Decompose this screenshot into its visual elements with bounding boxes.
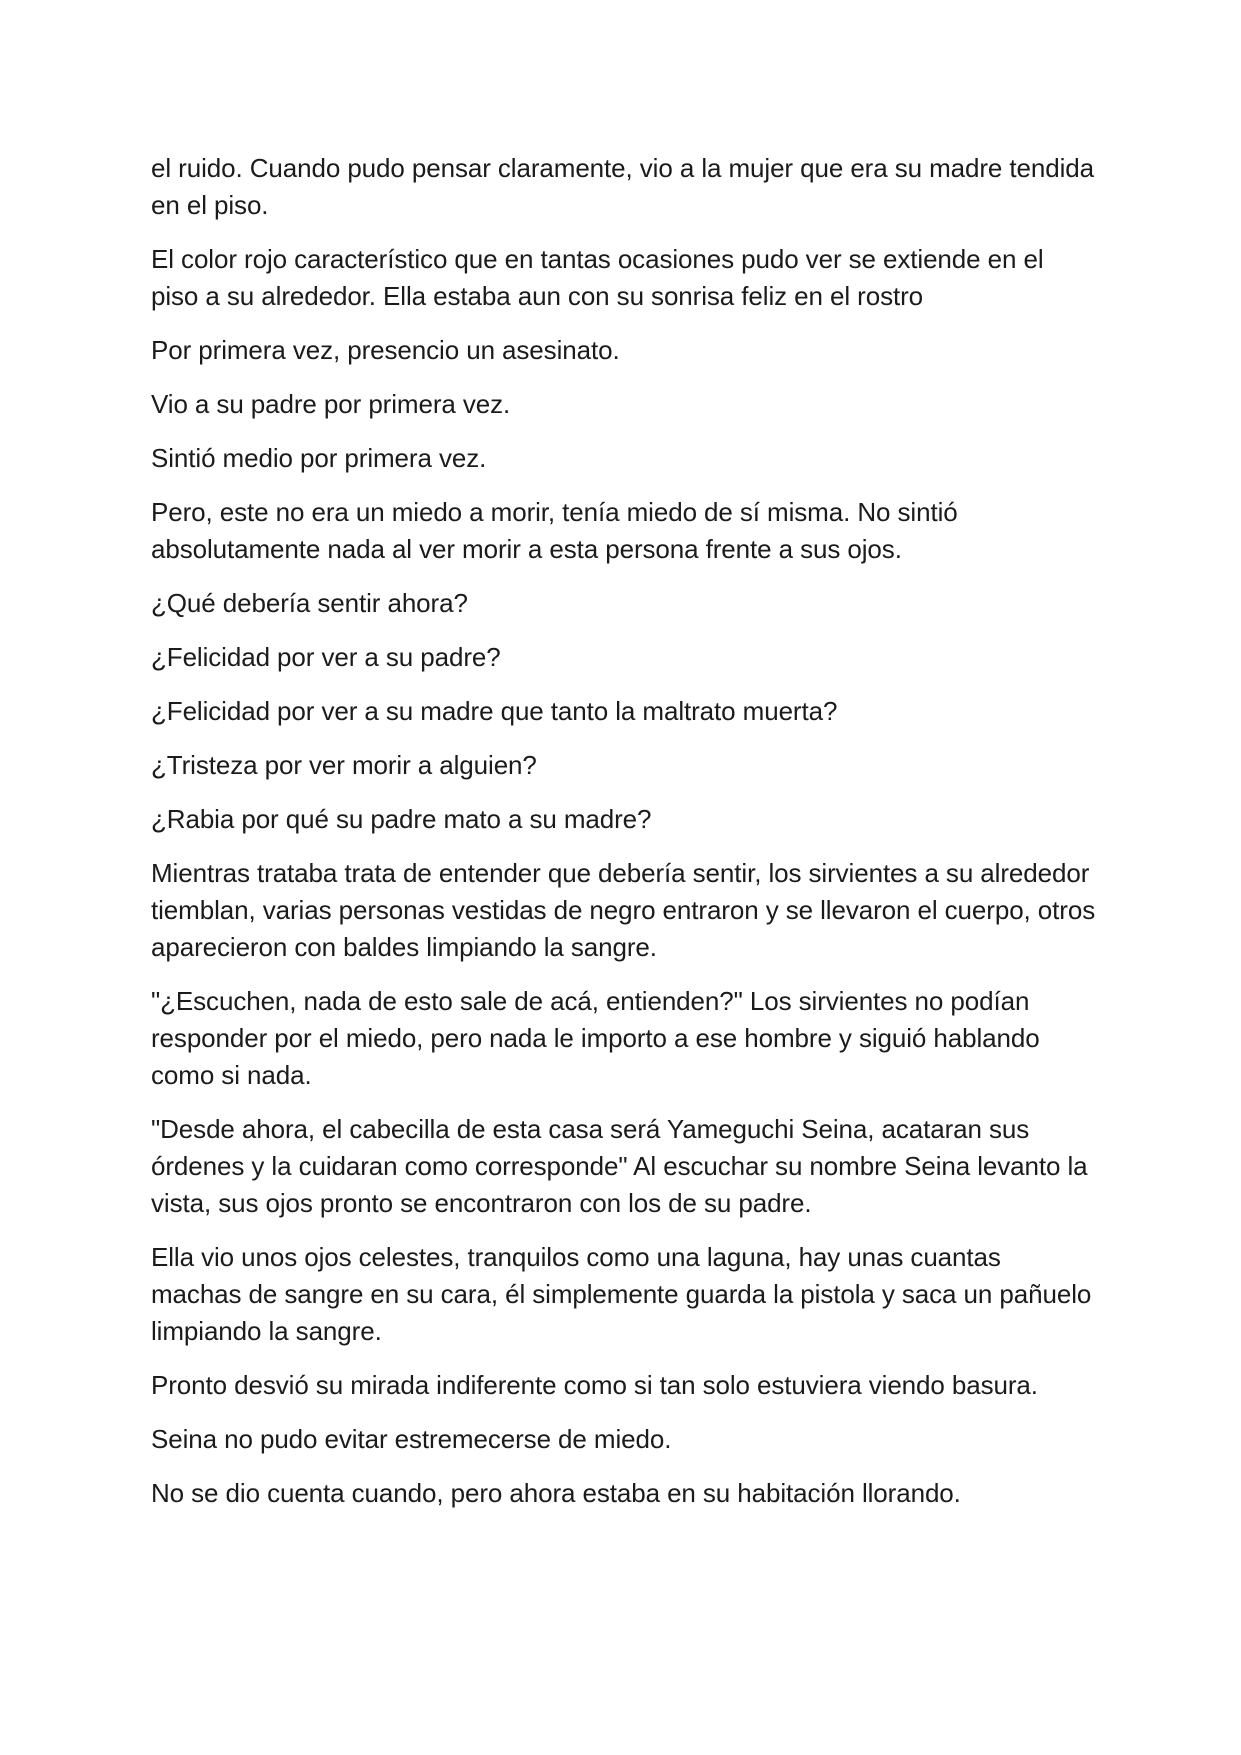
paragraph: Seina no pudo evitar estremecerse de miedo. [151,1424,672,1454]
paragraph: ¿Felicidad por ver a su padre? [151,642,501,672]
paragraph: Ella vio unos ojos celestes, tranquilos como una laguna, hay unas cuantas machas de sangre en su cara, él simplemente guarda la pistola y saca un pañuelo limpiando la sangre. [151,1242,1092,1346]
paragraph: Mientras trataba trata de entender que debería sentir, los sirvientes a su alrededor tiemblan, varias personas vestidas de negro entraron y se llevaron el cuerpo, otros aparecieron con baldes limpiando la sangre. [151,858,1096,962]
paragraph: El color rojo característico que en tantas ocasiones pudo ver se extiende en el piso a su alrededor. Ella estaba aun con su sonrisa feliz en el rostro [151,244,1044,311]
paragraph: Pronto desvió su mirada indiferente como si tan solo estuviera viendo basura. [151,1370,1038,1400]
paragraph: Pero, este no era un miedo a morir, tenía miedo de sí misma. No sintió absolutamente nada al ver morir a esta persona frente a sus ojos. [151,497,958,564]
paragraph: Vio a su padre por primera vez. [151,389,511,419]
paragraph: ¿Felicidad por ver a su madre que tanto la maltrato muerta? [151,696,838,726]
paragraph: Sintió medio por primera vez. [151,443,487,473]
document-body [151,150,1096,1529]
paragraph: "Desde ahora, el cabecilla de esta casa será Yameguchi Seina, acataran sus órdenes y la cuidaran como corresponde" Al escuchar su nombre Seina levanto la vista, sus ojos pronto se encontraron con los de su padre. [151,1114,1088,1218]
paragraph: ¿Qué debería sentir ahora? [151,588,468,618]
paragraph: No se dio cuenta cuando, pero ahora estaba en su habitación llorando. [151,1478,961,1508]
paragraph: ¿Rabia por qué su padre mato a su madre? [151,804,652,834]
paragraph: el ruido. Cuando pudo pensar claramente, vio a la mujer que era su madre tendida en el piso. [151,153,1095,220]
paragraph: "¿Escuchen, nada de esto sale de acá, entienden?" Los sirvientes no podían responder por el miedo, pero nada le importo a ese hombre y siguió hablando como si nada. [151,986,1040,1090]
paragraph: ¿Tristeza por ver morir a alguien? [151,750,537,780]
paragraph: Por primera vez, presencio un asesinato. [151,335,620,365]
